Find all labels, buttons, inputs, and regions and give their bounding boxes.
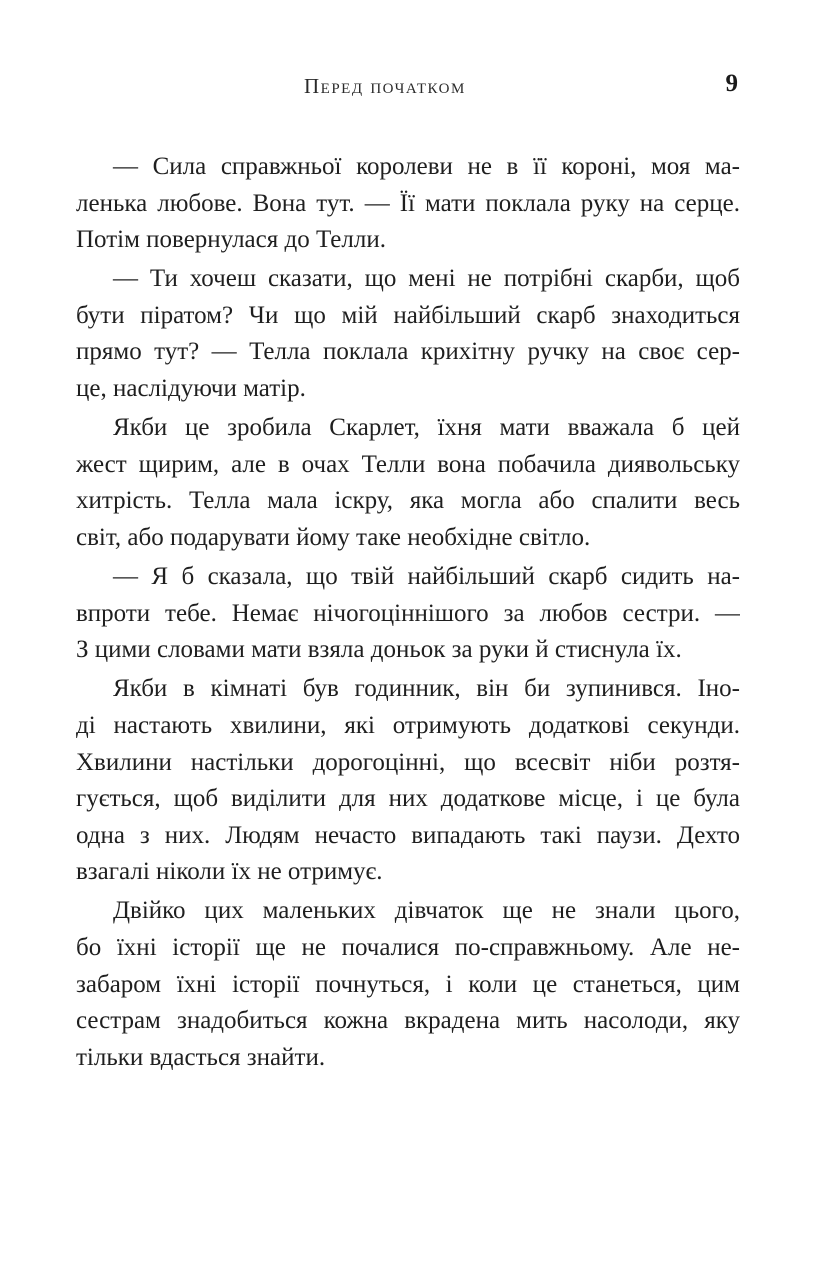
text-line: впроти тебе. Немає нічогоціннішого за любов сестри. —	[76, 599, 740, 627]
text-line: Двійко цих маленьких дівчаток ще не знали цього,	[113, 897, 740, 925]
text-line: Потім повернулася до Телли.	[76, 226, 386, 254]
page-number: 9	[725, 70, 738, 97]
text-line: — Сила справжньої королеви не в її короні, моя ма-	[113, 153, 740, 180]
text-line: сестрам знадобиться кожна вкрадена мить насолоди, яку	[76, 1007, 740, 1035]
text-line: бути піратом? Чи що мій найбільший скарб знаходиться	[76, 301, 740, 329]
text-line: Якби в кімнаті був годинник, він би зупинився. Іно-	[113, 675, 740, 703]
text-line: Якби це зробила Скарлет, їхня мати вважала б цей	[113, 414, 740, 442]
text-line: — Ти хочеш сказати, що мені не потрібні скарби, щоб	[113, 265, 740, 293]
paragraph	[76, 410, 740, 556]
text-line: взагалі ніколи їх не отримує.	[76, 858, 383, 886]
text-line: — Я б сказала, що твій найбільший скарб сидить на-	[113, 563, 740, 591]
text-line: забаром їхні історії почнуться, і коли це станеться, цим	[76, 970, 740, 998]
text-line: гується, щоб виділити для них додаткове місце, і це була	[76, 785, 740, 813]
paragraph	[76, 261, 740, 407]
text-line: тільки вдасться знайти.	[76, 1043, 326, 1071]
paragraph	[76, 149, 740, 259]
text-line: ді настають хвилини, які отримують додаткові секунди.	[76, 711, 740, 739]
paragraph	[76, 559, 740, 669]
text-line: бо їхні історії ще не почалися по-справжньому. Але не-	[76, 933, 740, 961]
text-line: це, наслідуючи матір.	[76, 375, 306, 403]
text-line: З цими словами мати взяла доньок за руки й стиснула їх.	[76, 636, 682, 664]
text-line: світ, або подарувати йому таке необхідне світло.	[76, 523, 591, 551]
text-line: прямо тут? — Телла поклала крихітну ручку на своє сер-	[76, 338, 740, 366]
text-line: ленька любове. Вона тут. — Її мати поклала руку на серце.	[76, 189, 740, 217]
running-title: Перед початком	[304, 74, 466, 98]
text-line: жест щирим, але в очах Телли вона побачила диявольську	[76, 450, 740, 478]
body-text	[76, 149, 740, 1076]
text-line: Хвилини настільки дорогоцінні, що всесвіт ніби розтя-	[76, 748, 740, 776]
text-line: хитрість. Телла мала іскру, яка могла або спалити весь	[76, 487, 740, 515]
paragraph	[76, 671, 740, 891]
text-line: одна з них. Людям нечасто випадають такі паузи. Дехто	[76, 821, 740, 849]
paragraph	[76, 893, 740, 1076]
running-header	[0, 70, 824, 110]
